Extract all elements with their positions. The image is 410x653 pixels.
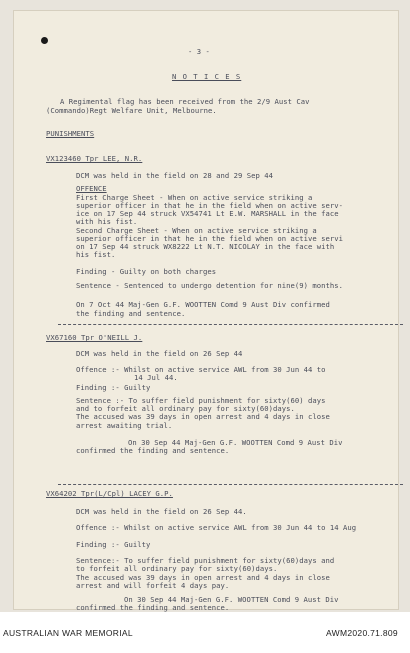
intro-line-2: (Commando)Regt Welfare Unit, Melbourne. bbox=[46, 106, 217, 115]
case1-offence-label: OFFENCE bbox=[76, 184, 107, 193]
case1-second-charge-1: Second Charge Sheet - When on active service striking a bbox=[76, 226, 317, 235]
case2-offence-2: 14 Jul 44. bbox=[134, 373, 178, 382]
case3-sentence-2: to forfeit all ordinary pay for sixty(60)days. bbox=[76, 564, 278, 573]
case3-dcm: DCM was held in the field on 26 Sep 44. bbox=[76, 507, 247, 516]
case3-sentence-1: Sentence:- To suffer field punishment for sixty(60)days and bbox=[76, 556, 335, 565]
page-number: - 3 - bbox=[188, 47, 210, 56]
case3-offence: Offence :- Whilst on active service AWL from 30 Jun 44 to 14 Aug bbox=[76, 523, 357, 532]
case3-confirm-2: confirmed the finding and sentence. bbox=[76, 603, 230, 612]
separator-1 bbox=[58, 324, 403, 325]
document-page bbox=[13, 10, 399, 610]
intro-line-1: A Regimental flag has been received from the 2/9 Aust Cav bbox=[60, 97, 310, 106]
case3-finding: Finding :- Guilty bbox=[76, 540, 151, 549]
case1-sentence: Sentence - Sentenced to undergo detention for nine(9) months. bbox=[76, 281, 344, 290]
case2-sentence-3: The accused was 39 days in open arrest and 4 days in close bbox=[76, 412, 330, 421]
case1-second-charge-2: superior officer in that he in the field when on active servi bbox=[76, 234, 344, 243]
case2-confirm-2: confirmed the finding and sentence. bbox=[76, 446, 230, 455]
footer-institution: AUSTRALIAN WAR MEMORIAL bbox=[3, 628, 133, 638]
case3-sentence-3: The accused was 39 days in open arrest and 4 days in close bbox=[76, 573, 330, 582]
case2-dcm: DCM was held in the field on 26 Sep 44 bbox=[76, 349, 243, 358]
case1-finding: Finding - Guilty on both charges bbox=[76, 267, 217, 276]
case1-first-charge-1: First Charge Sheet - When on active service striking a bbox=[76, 193, 313, 202]
punishments-label: PUNISHMENTS bbox=[46, 129, 95, 138]
case2-finding: Finding :- Guilty bbox=[76, 383, 151, 392]
footer-bar bbox=[0, 612, 410, 653]
case2-sentence-4: arrest awaiting trial. bbox=[76, 421, 173, 430]
case3-sentence-4: arrest and will forfeit 4 days pay. bbox=[76, 581, 230, 590]
case3-title: VX64202 Tpr(L/Cpl) LACEY G.P. bbox=[46, 489, 173, 498]
case1-title: VX123460 Tpr LEE, N.R. bbox=[46, 154, 143, 163]
case2-title: VX67160 Tpr O'NEILL J. bbox=[46, 333, 143, 342]
case1-first-charge-4: with his fist. bbox=[76, 217, 138, 226]
case2-sentence-2: and to forfeit all ordinary pay for sixty(60)days. bbox=[76, 404, 295, 413]
case1-confirm-1: On 7 Oct 44 Maj-Gen G.F. WOOTTEN Comd 9 Aust Div confirmed bbox=[76, 300, 330, 309]
notices-heading: N O T I C E S bbox=[172, 72, 242, 81]
case1-second-charge-3: on 17 Sep 44 struck WX8222 Lt N.T. NICOLAY in the face with bbox=[76, 242, 335, 251]
case1-dcm: DCM was held in the field on 28 and 29 Sep 44 bbox=[76, 171, 273, 180]
case1-confirm-2: the finding and sentence. bbox=[76, 309, 186, 318]
case2-confirm-1: On 30 Sep 44 Maj-Gen G.F. WOOTTEN Comd 9 Aust Div bbox=[128, 438, 343, 447]
case2-sentence-1: Sentence :- To suffer field punishment for sixty(60) days bbox=[76, 396, 326, 405]
punch-hole bbox=[41, 37, 48, 44]
separator-2 bbox=[58, 484, 403, 485]
footer-accession-number: AWM2020.71.809 bbox=[326, 628, 398, 638]
case1-second-charge-4: his fist. bbox=[76, 250, 116, 259]
case1-first-charge-3: ice on 17 Sep 44 struck VX54741 Lt E.W. MARSHALL in the face bbox=[76, 209, 339, 218]
case2-offence-1: Offence :- Whilst on active service AWL from 30 Jun 44 to bbox=[76, 365, 326, 374]
case3-confirm-1: On 30 Sep 44 Maj-Gen G.F. WOOTTEN Comd 9 Aust Div bbox=[124, 595, 339, 604]
case1-first-charge-2: superior officer in that he in the field when on active serv- bbox=[76, 201, 344, 210]
